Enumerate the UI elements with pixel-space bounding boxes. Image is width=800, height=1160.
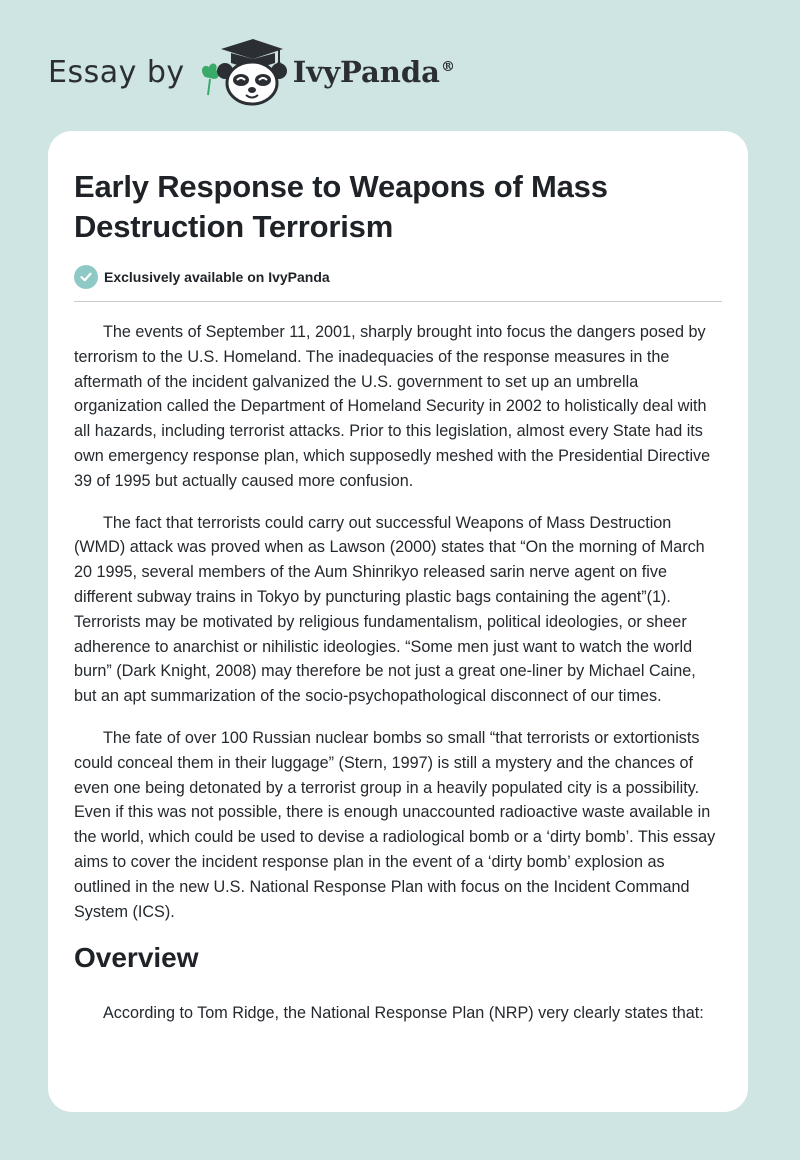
brand-prefix: Essay by <box>48 54 185 90</box>
body-paragraph: The events of September 11, 2001, sharply brought into focus the dangers posed by terrorism to the U.S. Homeland. The inadequacies of the response measures in the aftermath of the incident galvanized the U.S. government to set up an umbrella organization called the Department of Homeland Security in 2002 to holistically deal with all hazards, including terrorist attacks. Prior to this legislation, almost every State had its own emergency response plan, which supposedly meshed with the Presidential Directive 39 of 1995 but actually caused more confusion. <box>74 323 711 490</box>
body-paragraph: According to Tom Ridge, the National Response Plan (NRP) very clearly states that: <box>103 1004 704 1023</box>
body-paragraph: The fate of over 100 Russian nuclear bombs so small “that terrorists or extortionists could conceal them in their luggage” (Stern, 1997) is still a mystery and the chances of even one being detonated by a terrorist group in a heavily populated city is a possibility. Even if this was not possible, there is enough unaccounted radioactive waste available in the world, which could be used to devise a radiological bomb or a ‘dirty bomb’. This essay aims to cover the incident response plan in the event of a ‘dirty bomb’ explosion as outlined in the new U.S. National Response Plan with focus on the Incident Command System (ICS). <box>74 728 716 921</box>
body-paragraph: The fact that terrorists could carry out successful Weapons of Mass Destruction (WMD) attack was proved when as Lawson (2000) states that “On the morning of March 20 1995, several members of the Aum Shinrikyo released sarin nerve agent on five different subway trains in Tokyo by puncturing plastic bags containing the agent”(1). Terrorists may be motivated by religious fundamentalism, political ideologies, or sheer adherence to anarchist or nihilistic ideologies. “Some men just want to watch the world burn” (Dark Knight, 2008) may therefore be not just a great one-liner by Michael Caine, but an apt summarization of the socio-psychopathological disconnect of our times. <box>74 513 705 706</box>
essay-title: Early Response to Weapons of Mass Destruction Terrorism <box>74 169 608 244</box>
essay-body <box>74 320 722 1026</box>
check-icon <box>74 265 98 289</box>
brand-name[interactable]: IvyPanda® <box>292 55 455 89</box>
site-header <box>48 36 455 108</box>
ivypanda-logo-icon[interactable] <box>199 37 289 107</box>
section-heading: Overview <box>74 942 199 974</box>
exclusive-badge-label: Exclusively available on IvyPanda <box>104 269 330 285</box>
essay-card <box>48 131 748 1112</box>
exclusive-badge <box>74 265 722 302</box>
registered-mark: ® <box>440 59 455 76</box>
